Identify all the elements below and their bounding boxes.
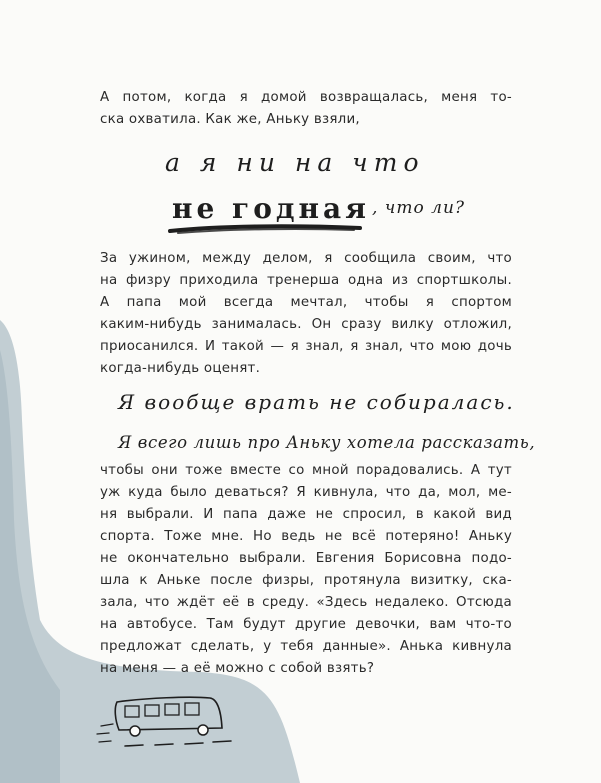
text-line: зала, что ждёт её в среду. «Здесь недалеко. Отсюда [100, 595, 512, 610]
text-line: За ужином, между делом, я сообщила своим, что [100, 251, 512, 266]
text-line: ска охватила. Как же, Аньку взяли, [100, 112, 360, 127]
handwritten-emphasis: не годная [172, 192, 370, 225]
paragraph-2 [100, 248, 512, 380]
text-line: когда-нибудь оценят. [100, 361, 261, 376]
text-line: на автобусе. Там будут другие девочки, вам что-то [100, 617, 512, 632]
text-line: чтобы они тоже вместе со мной порадовались. А тут [100, 463, 512, 478]
handwritten-line-3: Я вообще врать не собиралась. [118, 390, 515, 414]
text-line: А папа мой всегда мечтал, чтобы я спортом [100, 295, 512, 310]
text-line: не окончательно выбрали. Евгения Борисовна подо- [100, 551, 512, 566]
handwritten-line-2-tail: , что ли? [372, 198, 466, 218]
text-line: шла к Аньке после физры, протянула визитку, ска- [100, 573, 512, 588]
handwritten-line-1: а я ни на что [165, 148, 425, 177]
paragraph-3 [100, 460, 512, 680]
text-line: приосанился. И такой — я знал, я знал, что мою дочь [100, 339, 512, 354]
text-line: ня выбрали. И папа даже не спросил, в какой вид [100, 507, 512, 522]
text-line: на физру приходила тренерша одна из спортшколы. [100, 273, 512, 288]
text-line: на меня — а её можно с собой взять? [100, 661, 375, 676]
text-line: А потом, когда я домой возвращалась, меня то- [100, 90, 512, 105]
brush-underline [168, 222, 363, 236]
text-line: предложат сделать, у тебя данные». Анька кивнула [100, 639, 512, 654]
text-line: каким-нибудь занималась. Он сразу вилку отложил, [100, 317, 512, 332]
text-line: спорта. Тоже мне. Но ведь не всё потеряно! Аньку [100, 529, 512, 544]
bus-illustration [95, 690, 255, 760]
paragraph-1 [100, 87, 512, 131]
handwritten-line-4: Я всего лишь про Аньку хотела рассказать, [118, 433, 536, 452]
text-line: уж куда было деваться? Я кивнула, что да, мол, ме- [100, 485, 512, 500]
